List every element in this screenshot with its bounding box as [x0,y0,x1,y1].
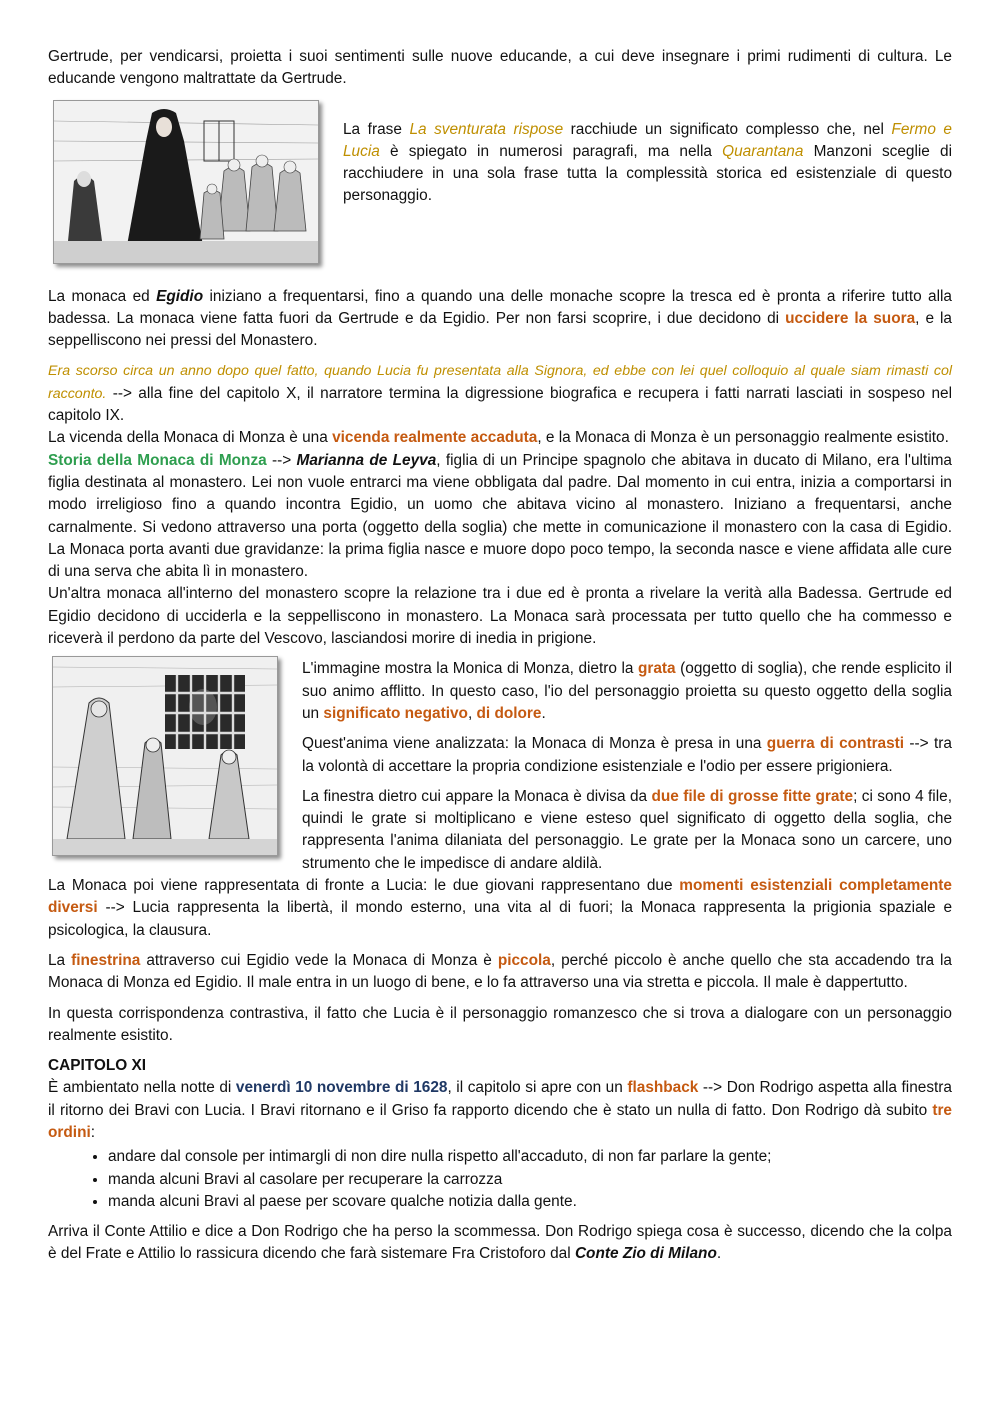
chapter-title: CAPITOLO XI [48,1057,147,1075]
paragraph-finestrina [48,950,952,995]
text-run: , figlia di un Principe spagnolo che abitava in ducato di Milano, era l'ultima figlia destinata al monastero. Lei non vuole entrarci ma viene obbligata dal padre. Dal momento in cui entra, inizia a comportarsi in modo irreligioso fino a quando incontra Egidio, un uomo che abitava vicino al monastero. Iniziano a frequentarsi, anche carnalmente. Si vedono attraverso una porta (oggetto della soglia) che mette in comunicazione il monastero con la casa di Egidio. La Monaca porta avanti due gravidanze: la prima figlia nasce e muore dopo poco tempo, la seconda nasce e viene affidata alle cure di una serva che abita lì in monastero. [48,451,952,581]
text-run: La vicenda della Monaca di Monza è una [48,429,333,447]
highlight-due-file-di-grate: due file di grosse fitte grate [651,787,854,805]
illustration-monaca-grata [52,656,278,856]
paragraph-egidio [48,286,952,353]
paragraph-capitolo-xi [48,1077,952,1144]
text-run: La monaca ed [48,287,157,305]
text-run: ; ci sono 4 file, quindi le grate si moltiplicano e viene esteso quel significato di oggetto della soglia, che rappresenta l'anima dilaniata del personaggio. Le grate per la Monaca sono un carcere, uno strumento che le impedisce di andare aldilà. [302,787,952,872]
text-run: La [48,951,72,969]
highlight-uccidere-la-suora: uccidere la suora [785,309,916,327]
text-run: Arriva il Conte Attilio e dice a Don Rodrigo che ha perso la scommessa. Don Rodrigo spiega cosa è successo, dicendo che la colpa è del Frate e Attilio lo rassicura dicendo che farà sistemare Fra Cristoforo dal [48,1223,952,1263]
paragraph-quote-lucia-signora [48,360,952,427]
illustration-gertrude-educande [53,100,319,264]
text-run: --> tra la volontà di accettare la propria condizione esistenziale e l'odio per essere prigioniera. [302,735,952,775]
text-run: Quest'anima viene analizzata: la Monaca di Monza è presa in una [302,735,767,753]
text-run: è spiegato in numerosi paragrafi, ma nella [379,142,723,160]
text-run: --> [266,451,297,469]
highlight-di-dolore: di dolore [476,704,542,722]
list-item: • manda alcuni Bravi al casolare per recuperare la carrozza [108,1169,952,1191]
heading-storia-monaca-di-monza: Storia della Monaca di Monza [48,451,267,469]
highlight-finestrina: finestrina [71,951,141,969]
quote-sventurata-rispose: La sventurata rispose [409,120,564,138]
highlight-tre-ordini: tre ordini [48,1101,952,1141]
orders-list [48,1146,952,1213]
highlight-momenti-esistenziali: momenti esistenziali completamente diversi [48,877,952,917]
text-run: attraverso cui Egidio vede la Monaca di Monza è [140,951,498,969]
title-fermo-e-lucia: Fermo e Lucia [343,120,952,160]
paragraph-gertrude-educande: Gertrude, per vendicarsi, proietta i suoi sentimenti sulle nuove educande, a cui deve insegnare i primi rudimenti di cultura. Le educande vengono maltrattate da Gertrude. [48,48,952,88]
text-run: --> Don Rodrigo aspetta alla finestra il ritorno dei Bravi con Lucia. I Bravi ritornano e il Griso fa rapporto dicendo che è stato un nulla di fatto. Don Rodrigo dà subito [48,1079,952,1119]
paragraph-conte-attilio [48,1221,952,1266]
paragraph-altra-monaca: Un'altra monaca all'interno del monastero scopre la relazione tra i due ed è pronta a rivelare la verità alla Badessa. Gertrude ed Egidio decidono di ucciderla e la seppelliscono in monastero. La Monaca sarà processata per tutto quello che ha commesso e riceverà il perdono da parte del Vescovo, lasciandosi morire di inedia in prigione. [48,585,952,648]
text-run: : [90,1123,96,1141]
text-run: racchiude un significato complesso che, nel [563,120,892,138]
text-run: iniziano a frequentarsi, fino a quando una delle monache scopre la tresca ed è pronta a riferire tutto alla badessa. La monaca viene fatta fuori da Gertrude e da Egidio. Per non farsi scoprire, i due decidono di [48,287,952,327]
name-marianna-de-leyva: Marianna de Leyva [296,451,437,469]
paragraph-monaca-lucia [48,875,952,942]
name-egidio: Egidio [156,287,204,305]
list-item: • andare dal console per intimargli di non dire nulla rispetto all'accaduto, di non far parlare la gente; [108,1146,952,1168]
highlight-date: venerdì 10 novembre di 1628 [235,1079,448,1097]
engraving-nun-with-girls [54,101,318,263]
highlight-grata: grata [637,660,676,678]
text-run: , perché piccolo è anche quello che sta accadendo tra la Monaca di Monza ed Egidio. Il male entra in un luogo di bene, e lo fa attraverso una via stretta e piccola. Il male è dappertutto. [48,951,952,992]
text-run: . [541,704,546,722]
text-run: È ambientato nella notte di [48,1079,236,1097]
text-run: La Monaca poi viene rappresentata di fronte a Lucia: le due giovani rappresentano due [48,877,680,895]
text-run: , il capitolo si apre con un [447,1079,628,1097]
document-page [48,46,952,1266]
text-run: --> Lucia rappresenta la libertà, il mondo esterno, una vita al di fuori; la Monaca rappresenta la prigionia spaziale e psicologica, la clausura. [48,899,952,939]
list-item: • manda alcuni Bravi al paese per scovare qualche notizia dalla gente. [108,1191,952,1213]
paragraph-storia-monaca [48,450,952,584]
text-run: (oggetto di soglia), che rende esplicito il suo animo afflitto. In questo caso, l'io del personaggio proietta su questo oggetto della soglia un [302,660,952,722]
text-run: La finestra dietro cui appare la Monaca è divisa da [302,787,652,805]
highlight-vicenda-realmente-accaduta: vicenda realmente accaduta [332,429,538,447]
highlight-piccola: piccola [497,951,551,969]
text-run: L'immagine mostra la Monica di Monza, dietro la [302,660,638,678]
name-conte-zio-di-milano: Conte Zio di Milano [574,1245,717,1263]
text-run: , e la seppelliscono nei pressi del Monastero. [48,309,952,350]
highlight-flashback: flashback [627,1079,699,1097]
text-run: , e la Monaca di Monza è un personaggio realmente esistito. [537,429,949,447]
highlight-guerra-di-contrasti: guerra di contrasti [766,735,905,753]
highlight-significato-negativo: significato negativo [323,704,468,722]
text-run: La frase [343,120,410,138]
text-run: Manzoni sceglie di racchiudere in una sola frase tutta la complessità storica ed esistenziale di questo personaggio. [343,142,952,205]
engraving-nun-behind-grate [53,657,277,855]
paragraph-vicenda-reale [48,427,952,449]
text-run: , [467,704,477,722]
quote-lucia-signora: Era scorso circa un anno dopo quel fatto, quando Lucia fu presentata alla Signora, ed ebbe con lei quel colloquio al quale siam rimasti col racconto. [48,363,952,402]
title-quarantana: Quarantana [722,142,804,160]
text-run: . [716,1245,722,1263]
paragraph-corrispondenza: In questa corrispondenza contrastiva, il fatto che Lucia è il personaggio romanzesco che si trova a dialogare con un personaggio realmente esistito. [48,1004,952,1044]
text-run: --> alla fine del capitolo X, il narratore termina la digressione biografica e recupera i fatti narrati lasciati in sospeso nel capitolo IX. [48,384,952,425]
